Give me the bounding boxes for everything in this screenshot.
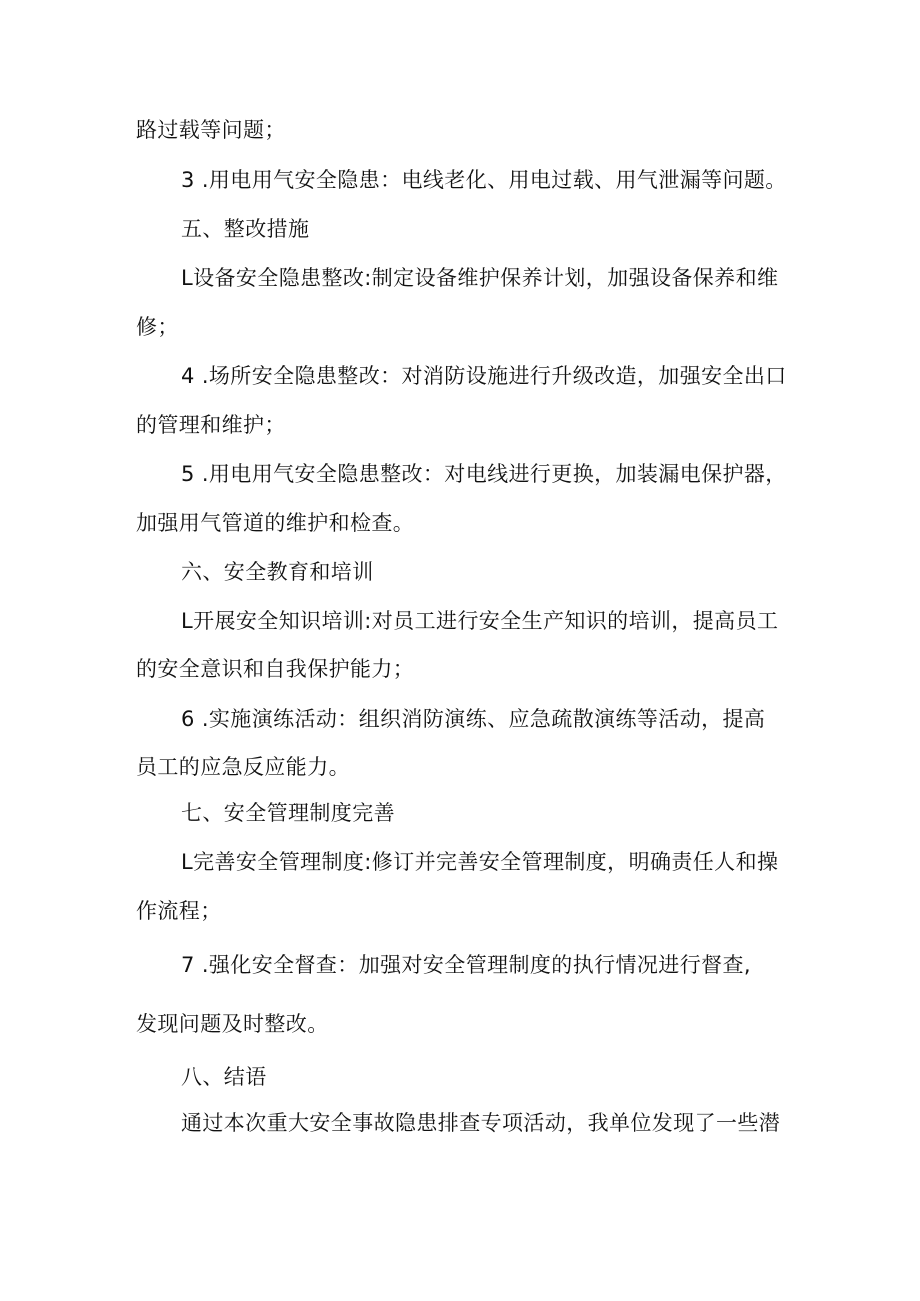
text-line: 3 .用电用气安全隐患：电线老化、用电过载、用气泄漏等问题。 — [181, 168, 787, 192]
text-line: L完善安全管理制度:修订并完善安全管理制度，明确责任人和操 — [181, 850, 779, 874]
text-line: 路过载等问题； — [136, 118, 286, 142]
text-line: 加强用气管道的维护和检查。 — [136, 511, 415, 535]
text-line: 员工的应急反应能力。 — [136, 755, 350, 779]
text-line: 7 .强化安全督查：加强对安全管理制度的执行情况进行督查, — [181, 953, 751, 977]
text-line: L开展安全知识培训:对员工进行安全生产知识的培训，提高员工 — [181, 609, 779, 633]
section-heading: 八、结语 — [181, 1065, 267, 1089]
text-line: 6 .实施演练活动：组织消防演练、应急疏散演练等活动，提高 — [181, 707, 766, 731]
text-line: 的安全意识和自我保护能力； — [136, 657, 415, 681]
text-line: 5 .用电用气安全隐患整改：对电线进行更换，加装漏电保护器， — [181, 462, 787, 486]
text-line: 4 .场所安全隐患整改：对消防设施进行升级改造，加强安全出口 — [181, 364, 787, 388]
text-line: 修； — [136, 315, 179, 339]
text-line: 作流程； — [136, 899, 222, 923]
text-line: 的管理和维护； — [136, 413, 286, 437]
text-line: 发现问题及时整改。 — [136, 1012, 329, 1036]
section-heading: 七、安全管理制度完善 — [181, 801, 395, 825]
text-line: 通过本次重大安全事故隐患排查专项活动，我单位发现了一些潜 — [181, 1111, 781, 1135]
section-heading: 五、整改措施 — [181, 217, 310, 241]
text-line: L设备安全隐患整改:制定设备维护保养计划，加强设备保养和维 — [181, 266, 779, 290]
section-heading: 六、安全教育和培训 — [181, 560, 374, 584]
